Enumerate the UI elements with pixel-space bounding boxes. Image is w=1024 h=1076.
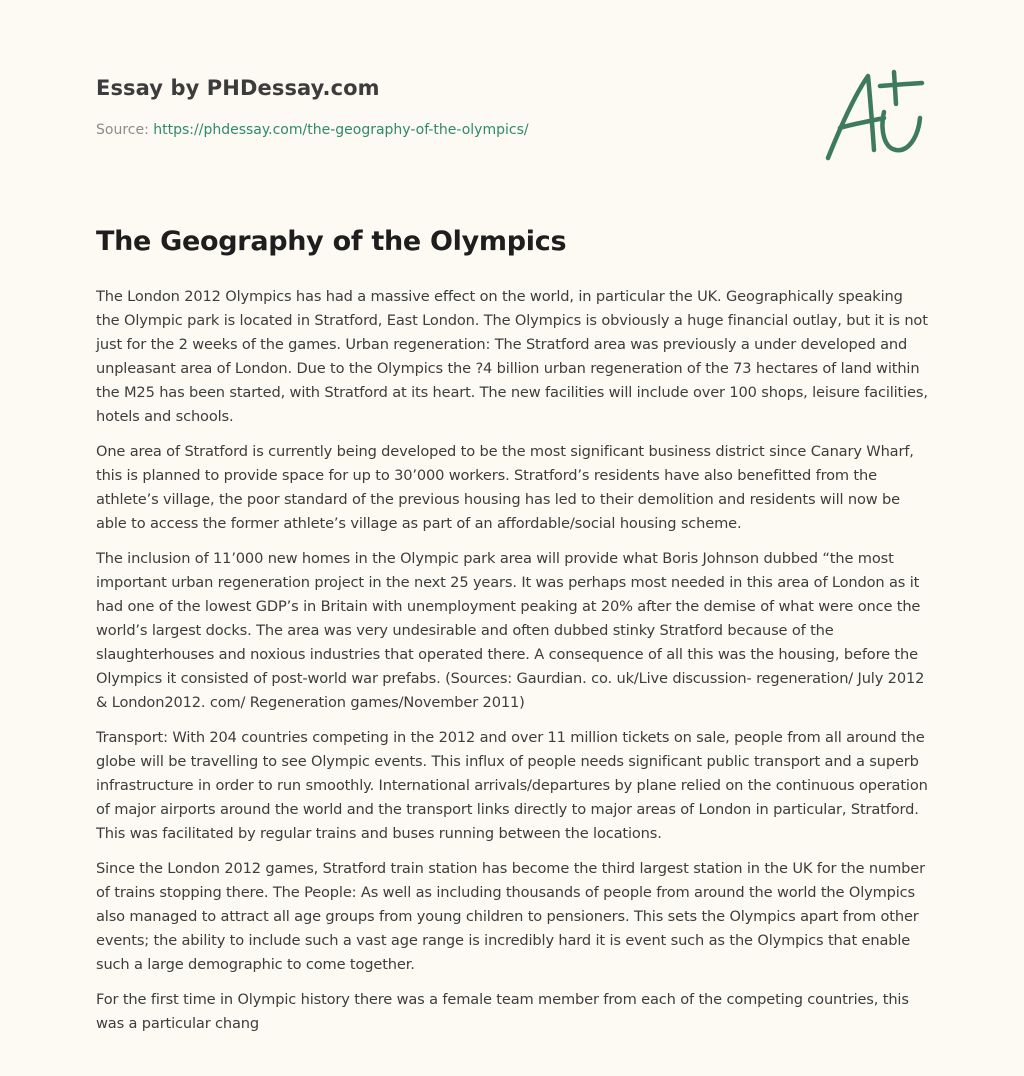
essay-body (96, 285, 930, 1047)
source-label: Source: (96, 122, 149, 138)
a-plus-grade-logo-icon (822, 66, 932, 166)
site-brand: Essay by PHDessay.com (96, 76, 380, 100)
essay-paragraph: The inclusion of 11’000 new homes in the Olympic park area will provide what Boris Johnson dubbed “the most important urban regeneration project in the next 25 years. It was perhaps most needed in this area of London as it had one of the lowest GDP’s in Britain with unemployment peaking at 20% after the demise of what were once the world’s largest docks. The area was very undesirable and often dubbed stinky Stratford because of the slaughterhouses and noxious industries that operated there. A consequence of all this was the housing, before the Olympics it consisted of post-world war prefabs. (Sources: Gaurdian. co. uk/Live discussion- regeneration/ July 2012 & London2012. com/ Regeneration games/November 2011) (96, 550, 925, 711)
essay-paragraph: Since the London 2012 games, Stratford train station has become the third largest station in the UK for the number of trains stopping there. The People: As well as including thousands of people from around the world the Olympics also managed to attract all age groups from young children to pensioners. This sets the Olympics apart from other events; the ability to include such a vast age range is incredibly hard it is event such as the Olympics that enable such a large demographic to come together. (96, 860, 925, 973)
essay-paragraph: The London 2012 Olympics has had a massive effect on the world, in particular the UK. Geographically speaking the Olympic park is located in Stratford, East London. The Olympics is obviously a huge financial outlay, but it is not just for the 2 weeks of the games. Urban regeneration: The Stratford area was previously a under developed and unpleasant area of London. Due to the Olympics the ?4 billion urban regeneration of the 73 hectares of land within the M25 has been started, with Stratford at its heart. The new facilities will include over 100 shops, leisure facilities, hotels and schools. (96, 288, 928, 425)
essay-paragraph: Transport: With 204 countries competing in the 2012 and over 11 million tickets on sale, people from all around the globe will be travelling to see Olympic events. This influx of people needs significant public transport and a superb infrastructure in order to run smoothly. International arrivals/departures by plane relied on the continuous operation of major airports around the world and the transport links directly to major areas of London in particular, Stratford. This was facilitated by regular trains and buses running between the locations. (96, 729, 928, 842)
essay-title: The Geography of the Olympics (96, 226, 567, 257)
essay-paragraph: One area of Stratford is currently being developed to be the most significant business district since Canary Wharf, this is planned to provide space for up to 30’000 workers. Stratford’s residents have also benefitted from the athlete’s village, the poor standard of the previous housing has led to their demolition and residents will now be able to access the former athlete’s village as part of an affordable/social housing scheme. (96, 443, 914, 532)
essay-paragraph: For the first time in Olympic history there was a female team member from each of the competing countries, this was a particular chang (96, 991, 909, 1032)
source-line (96, 122, 696, 138)
essay-header (96, 76, 696, 138)
source-link[interactable]: https://phdessay.com/the-geography-of-the-olympics/ (153, 122, 529, 138)
